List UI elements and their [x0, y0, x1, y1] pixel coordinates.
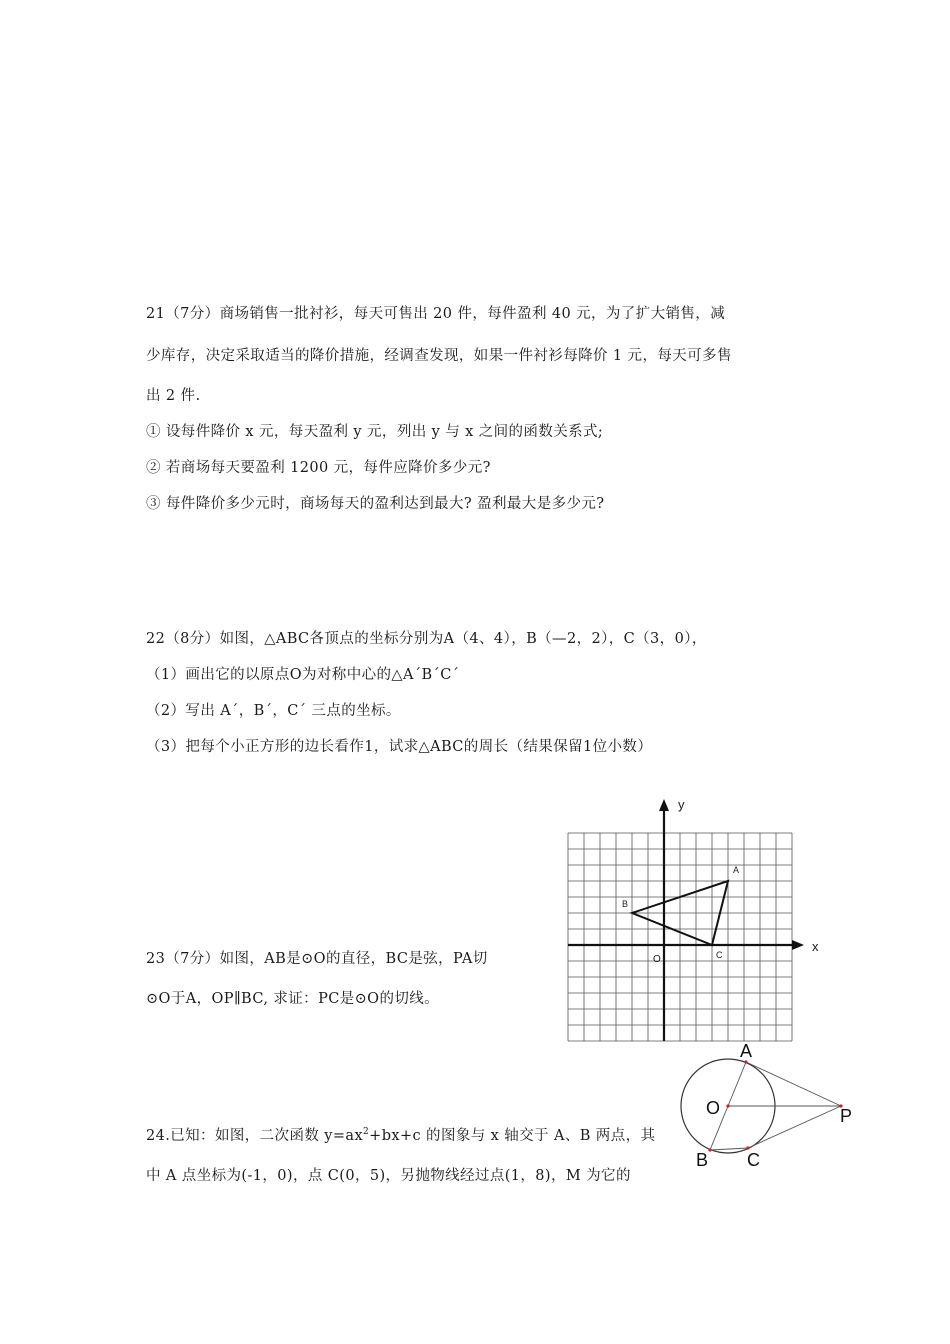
point-o	[726, 1104, 729, 1107]
x-axis-arrow	[792, 940, 804, 950]
q22-item-3: （3）把每个小正方形的边长看作1，试求△ABC的周长（结果保留1位小数）	[146, 739, 653, 755]
q23-line-2: ⊙O于A，OP∥BC, 求证：PC是⊙O的切线。	[146, 991, 440, 1007]
circle-label-c: C	[747, 1150, 760, 1170]
vertex-b-label: B	[622, 899, 629, 909]
grid-lines	[568, 833, 792, 1041]
q24-line-1-prefix: 24.已知：如图，二次函数 y=ax	[146, 1128, 364, 1144]
q23-line-1: 23（7分）如图，AB是⊙O的直径，BC是弦，PA切	[146, 951, 488, 967]
circle-label-a: A	[740, 1041, 753, 1061]
y-axis-arrow	[659, 799, 669, 811]
circle-label-o: O	[706, 1098, 721, 1118]
circle-label-p: P	[840, 1106, 853, 1126]
circle-tangent-figure	[676, 1036, 866, 1176]
origin-label: O	[653, 954, 661, 965]
q22-line-1: 22（8分）如图，△ABC各顶点的坐标分别为A（4、4），B（—2，2），C（3，0），	[146, 631, 707, 647]
q24-exponent: 2	[363, 1127, 370, 1138]
circle-label-b: B	[696, 1150, 709, 1170]
q21-line-2: 少库存，决定采取适当的降价措施，经调查发现，如果一件衬衫每降价 1 元，每天可多售	[146, 348, 732, 364]
q21-line-1: 21（7分）商场销售一批衬衫，每天可售出 20 件，每件盈利 40 元，为了扩大销售，减	[146, 306, 726, 322]
q21-item-1: ① 设每件降价 x 元，每天盈利 y 元，列出 y 与 x 之间的函数关系式;	[146, 424, 604, 440]
q22-item-2: （2）写出 A´，B´，C´ 三点的坐标。	[146, 703, 401, 719]
q21-item-2: ② 若商场每天要盈利 1200 元，每件应降价多少元?	[146, 460, 491, 476]
q24-line-1	[146, 1124, 655, 1145]
segment-ap	[746, 1062, 841, 1106]
vertex-c-label: C	[716, 950, 723, 960]
y-axis-label: y	[678, 797, 685, 812]
vertex-a-label: A	[733, 865, 740, 875]
x-axis-label: x	[812, 939, 819, 954]
q21-line-3: 出 2 件.	[146, 388, 201, 404]
q21-item-3: ③ 每件降价多少元时，商场每天的盈利达到最大? 盈利最大是多少元?	[146, 496, 605, 512]
coordinate-grid-figure	[560, 795, 830, 1045]
q24-line-1-suffix: +bx+c 的图象与 x 轴交于 A、B 两点，其	[369, 1128, 656, 1144]
point-b	[708, 1148, 711, 1151]
segment-cp	[748, 1106, 841, 1148]
chord-bc	[710, 1148, 748, 1150]
q24-line-2: 中 A 点坐标为(-1，0)，点 C(0，5)，另抛物线经过点(1，8)，M 为它的	[146, 1168, 631, 1184]
q22-item-1: （1）画出它的以原点O为对称中心的△A´B´C´	[146, 667, 460, 683]
